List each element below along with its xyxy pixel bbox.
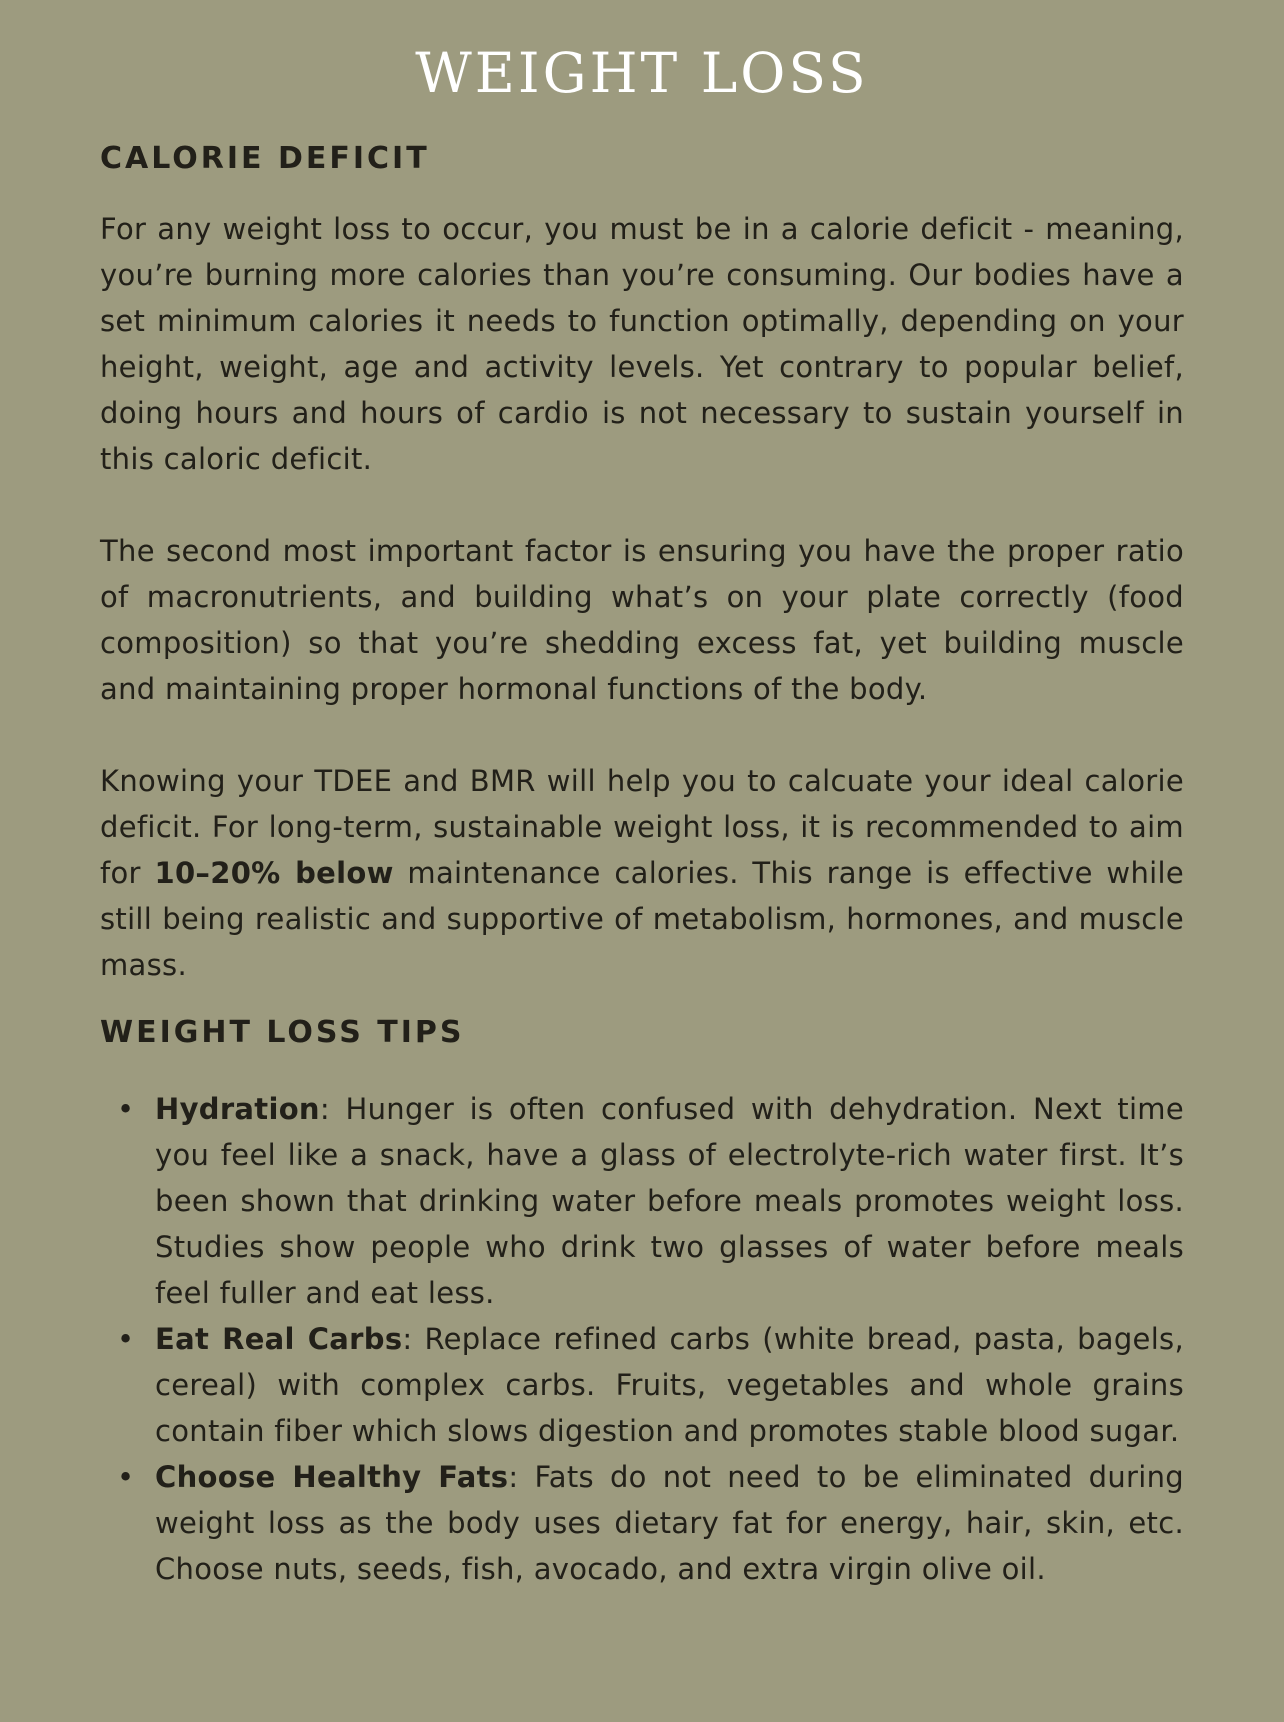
calorie-deficit-heading: CALORIE DEFICIT xyxy=(100,141,430,176)
tip-eat-real-carbs xyxy=(117,1316,1184,1454)
tip-text: : Fats do not need to be eliminated during weight loss as the body uses dietary fat for energy, hair, skin, etc. Choose nuts, seeds, fish, avocado, and extra virgin olive oil. xyxy=(155,1460,1184,1586)
deficit-range-emphasis: 10–20% below xyxy=(154,856,394,890)
tip-title: Hydration xyxy=(155,1092,320,1126)
calorie-deficit-paragraph-3 xyxy=(100,758,1184,988)
calorie-deficit-paragraph-2: The second most important factor is ensuring you have the proper ratio of macronutrients, and building what’s on your plate correctly (food composition) so that you’re shedding excess fat, yet building muscle and maintaining proper hormonal functions of the body. xyxy=(100,534,1184,706)
tip-title: Eat Real Carbs xyxy=(155,1322,403,1356)
page-title: WEIGHT LOSS xyxy=(415,41,869,105)
weight-loss-tips-heading: WEIGHT LOSS TIPS xyxy=(100,1015,465,1050)
tip-choose-healthy-fats xyxy=(117,1454,1184,1592)
paragraph-3-text-start: Knowing your TDEE and BMR will help you to calcuate your ideal calorie deficit. For long-term, sustainable weight loss, it is recommended to aim for xyxy=(100,764,1184,890)
tip-text: : Replace refined carbs (white bread, pasta, bagels, cereal) with complex carbs. Fruits, vegetables and whole grains contain fiber which slows digestion and promotes stable blood sugar. xyxy=(155,1322,1184,1448)
tip-hydration xyxy=(117,1086,1184,1316)
paragraph-3-text-end: maintenance calories. This range is effective while still being realistic and supportive of metabolism, hormones, and muscle mass. xyxy=(100,856,1184,982)
bullet-icon: • xyxy=(117,1460,135,1494)
tips-list xyxy=(100,1086,1184,1592)
tip-text: : Hunger is often confused with dehydration. Next time you feel like a snack, have a glass of electrolyte-rich water first. It’s been shown that drinking water before meals promotes weight loss. Studies show people who drink two glasses of water before meals feel fuller and eat less. xyxy=(155,1092,1184,1310)
calorie-deficit-paragraph-1: For any weight loss to occur, you must be in a calorie deficit - meaning, you’re burning more calories than you’re consuming. Our bodies have a set minimum calories it needs to function optimally, depending on your height, weight, age and activity levels. Yet contrary to popular belief, doing hours and hours of cardio is not necessary to sustain yourself in this caloric deficit. xyxy=(100,212,1184,476)
bullet-icon: • xyxy=(117,1322,135,1356)
bullet-icon: • xyxy=(117,1092,135,1126)
tip-title: Choose Healthy Fats xyxy=(155,1460,509,1494)
